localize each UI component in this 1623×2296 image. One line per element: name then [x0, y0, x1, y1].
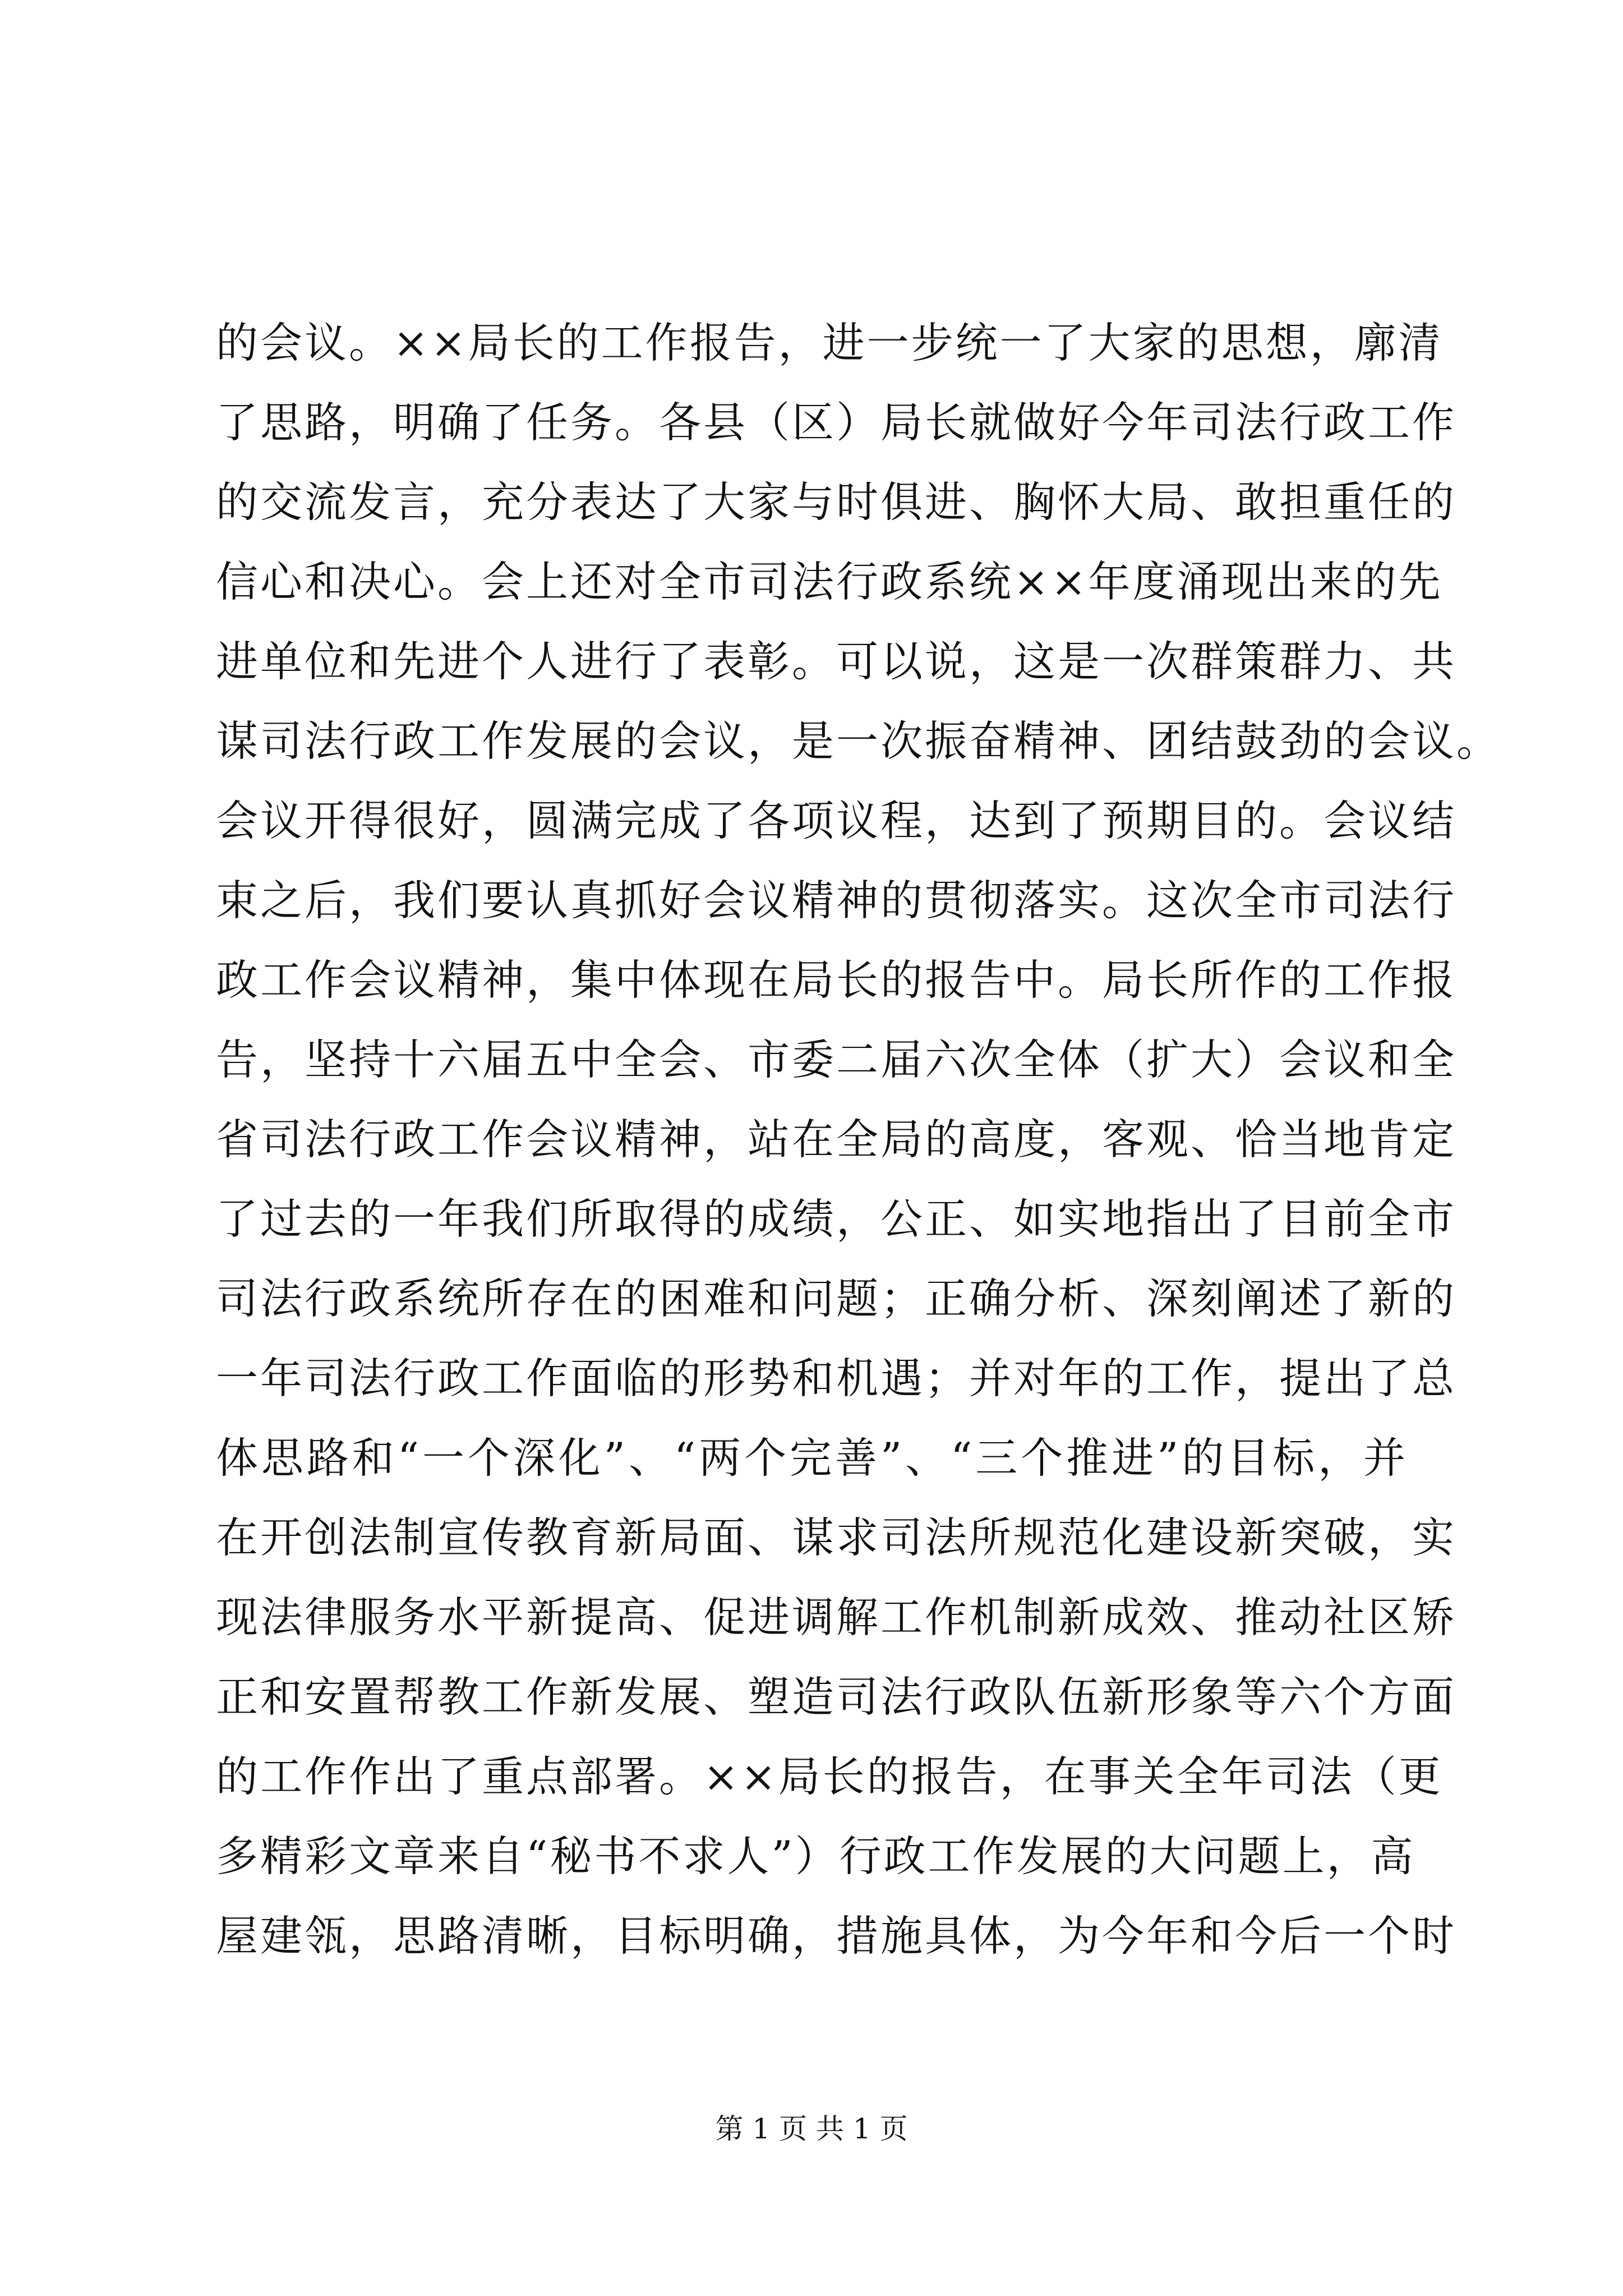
- text-line-11: 省司法行政工作会议精神，站在全局的高度，客观、恰当地肯定: [216, 1115, 1457, 1164]
- text-line-21: 屋建瓴，思路清晰，目标明确，措施具体，为今年和今后一个时: [216, 1911, 1457, 1961]
- text-line-19: 的工作作出了重点部署。××局长的报告，在事关全年司法（更: [216, 1752, 1443, 1801]
- text-line-20: 多精彩文章来自“秘书不求人”）行政工作发展的大问题上，高: [216, 1832, 1415, 1881]
- text-line-8: 束之后，我们要认真抓好会议精神的贯彻落实。这次全市司法行: [216, 876, 1457, 925]
- text-line-15: 体思路和“一个深化”、“两个完善”、“三个推进”的目标，并: [216, 1433, 1408, 1483]
- text-line-10: 告，坚持十六届五中全会、市委二届六次全体（扩大）会议和全: [216, 1035, 1457, 1084]
- text-line-12: 了过去的一年我们所取得的成绩，公正、如实地指出了目前全市: [216, 1194, 1457, 1244]
- text-line-3: 的交流发言，充分表达了大家与时俱进、胸怀大局、敢担重任的: [216, 477, 1457, 527]
- text-line-13: 司法行政系统所存在的困难和问题；正确分析、深刻阐述了新的: [216, 1274, 1457, 1323]
- text-line-16: 在开创法制宣传教育新局面、谋求司法所规范化建设新突破，实: [216, 1513, 1457, 1562]
- text-line-5: 进单位和先进个人进行了表彰。可以说，这是一次群策群力、共: [216, 637, 1457, 686]
- text-line-2: 了思路，明确了任务。各县（区）局长就做好今年司法行政工作: [216, 398, 1457, 447]
- text-line-17: 现法律服务水平新提高、促进调解工作机制新成效、推动社区矫: [216, 1593, 1457, 1642]
- text-line-9: 政工作会议精神，集中体现在局长的报告中。局长所作的工作报: [216, 955, 1457, 1005]
- text-line-7: 会议开得很好，圆满完成了各项议程，达到了预期目的。会议结: [216, 796, 1457, 845]
- text-line-1: 的会议。××局长的工作报告，进一步统一了大家的思想，廓清: [216, 318, 1443, 367]
- text-line-4: 信心和决心。会上还对全市司法行政系统××年度涌现出来的先: [216, 557, 1443, 606]
- text-line-18: 正和安置帮教工作新发展、塑造司法行政队伍新形象等六个方面: [216, 1672, 1457, 1722]
- text-line-14: 一年司法行政工作面临的形势和机遇；并对年的工作，提出了总: [216, 1354, 1457, 1403]
- page-number-footer: 第 1 页 共 1 页: [715, 2113, 908, 2145]
- text-line-6: 谋司法行政工作发展的会议，是一次振奋精神、团结鼓劲的会议。: [216, 716, 1501, 766]
- body-text: [216, 303, 1501, 1976]
